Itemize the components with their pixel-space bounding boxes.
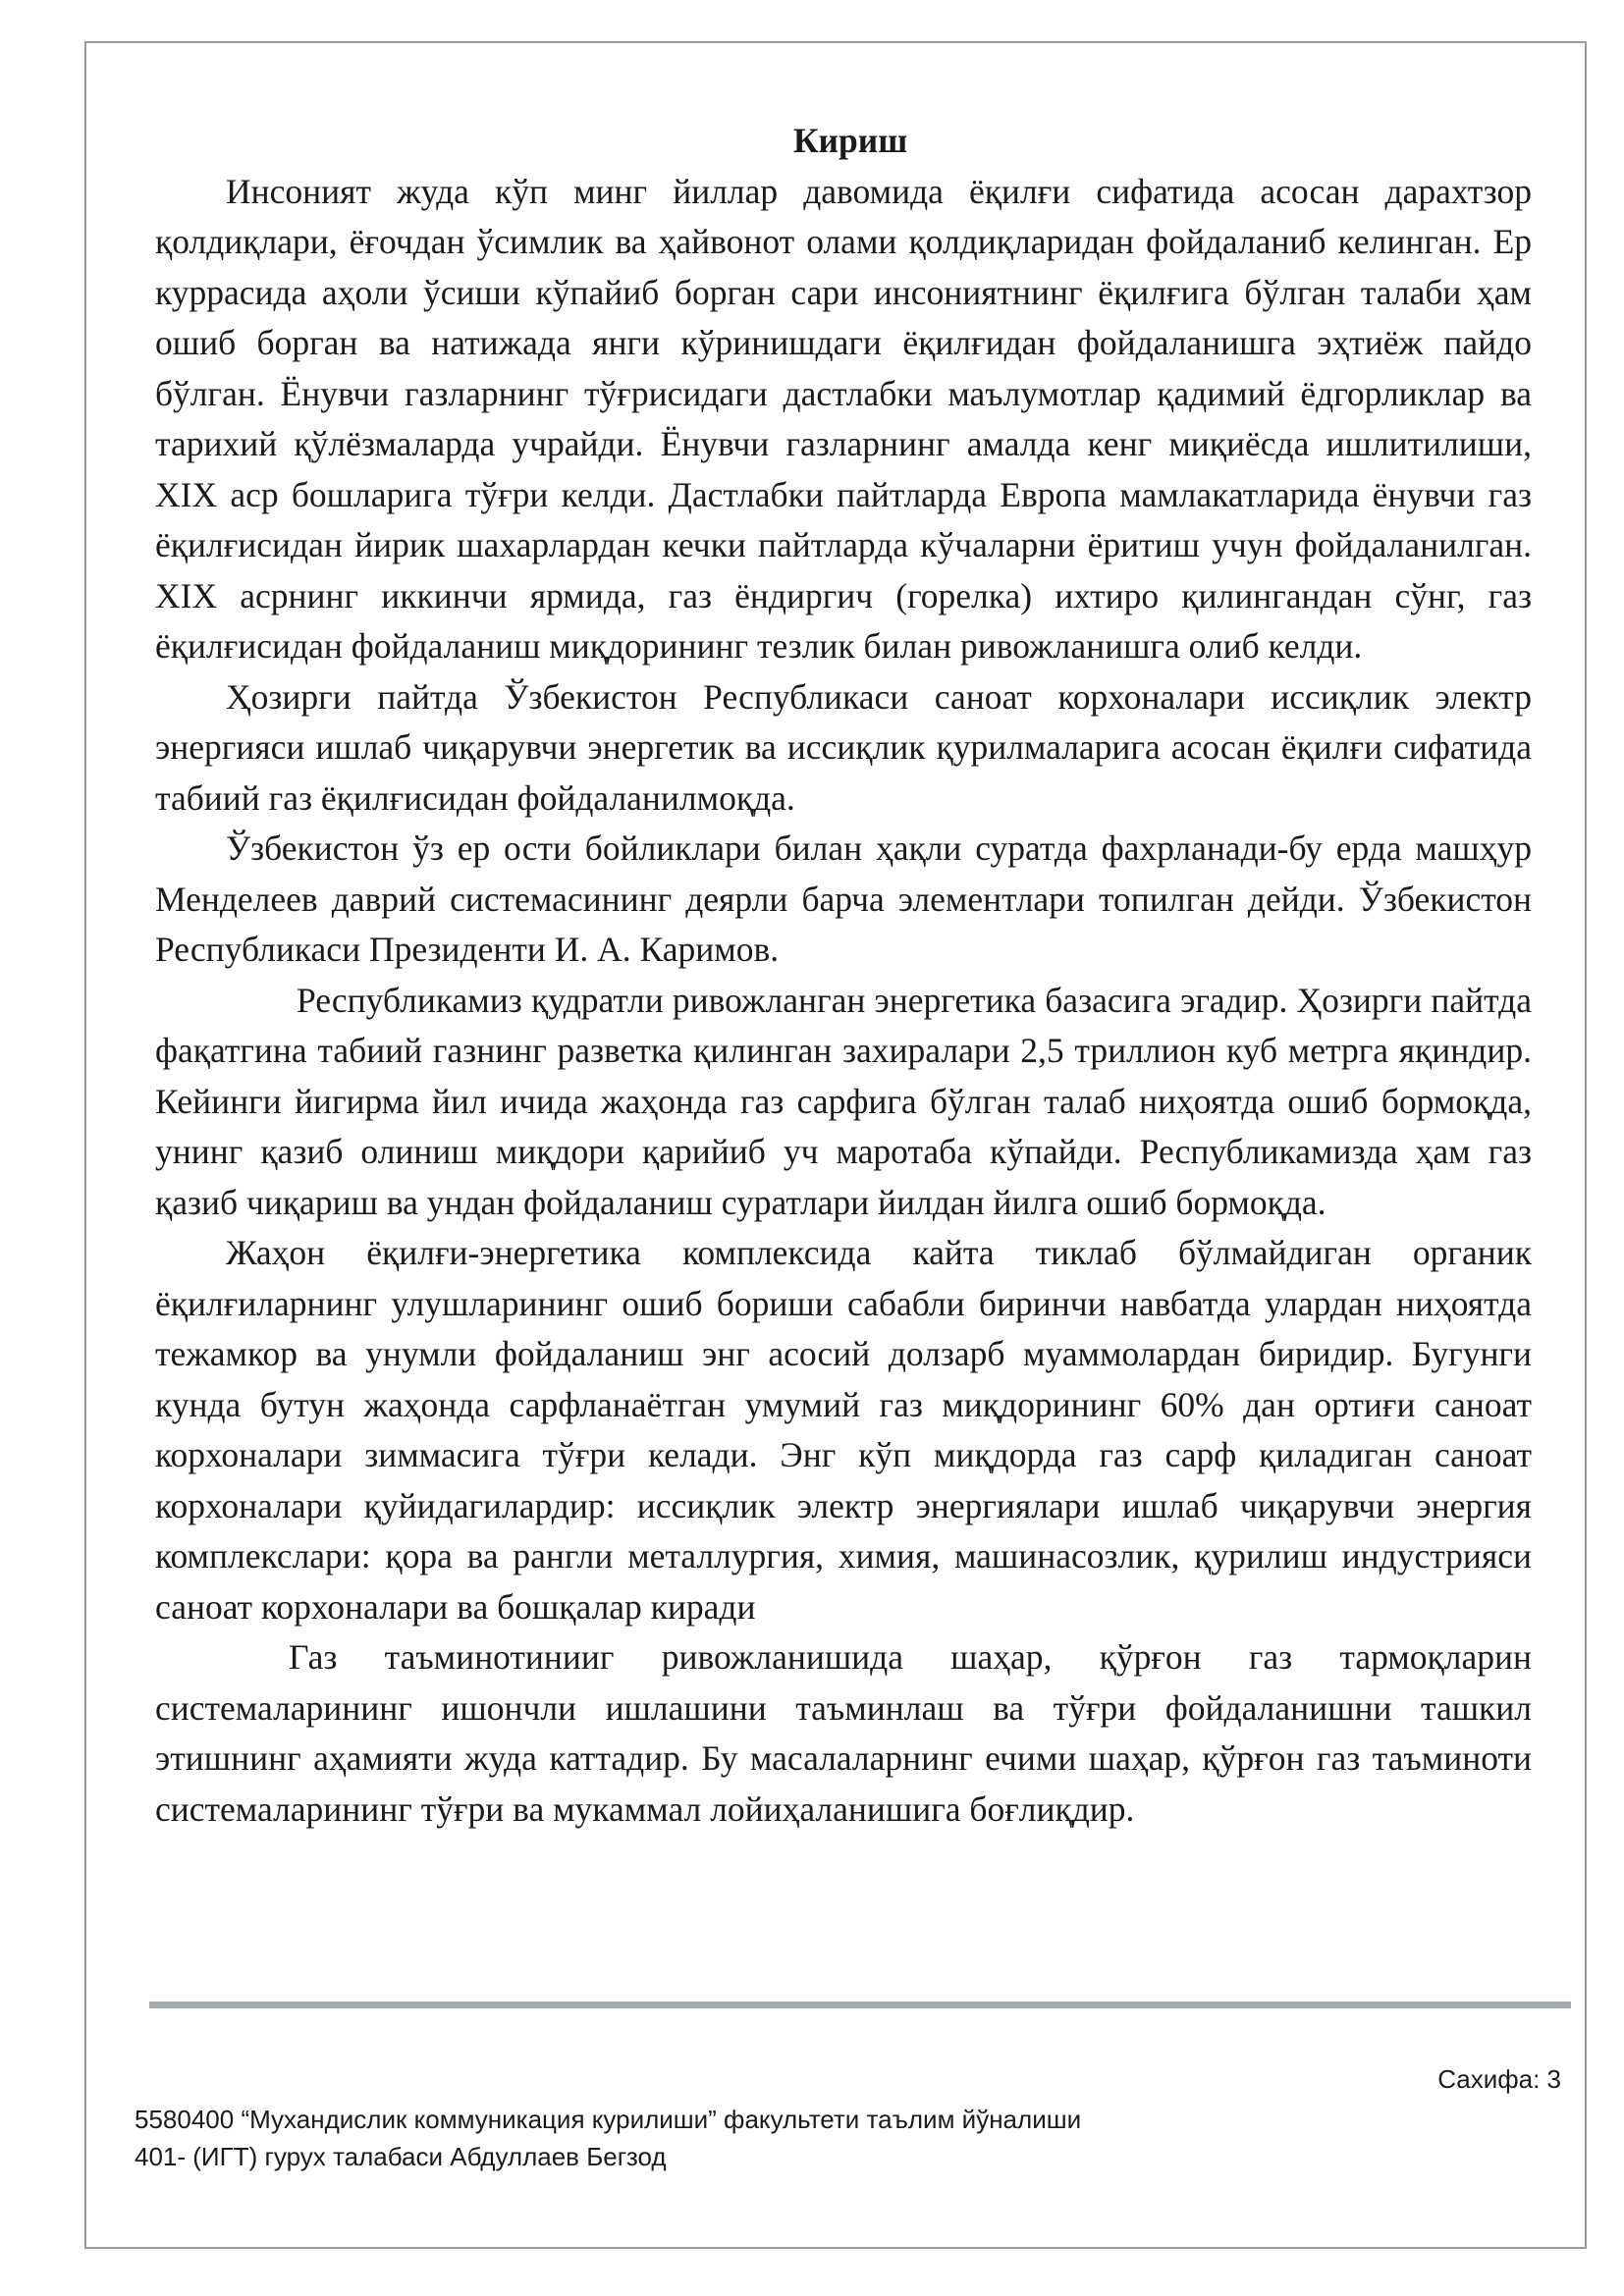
paragraph-1: Инсоният жуда кўп минг йиллар давомида ёқилғи сифатида асосан дарахтзор қолдиқлари, ёғочдан ўсимлик ва ҳайвонот олами қолдиқларидан фойдаланиб келинган. Ер куррасида аҳоли ўсиши кўпайиб борган сари инсониятнинг ёқилғига бўлган талаби ҳам ошиб борган ва натижада янги кўринишдаги ёқилғидан фойдаланишга эҳтиёж пайдо бўлган. Ёнувчи газларнинг тўғрисидаги дастлабки маълумотлар қадимий ёдгорликлар ва тарихий қўлёзмаларда учрайди. Ёнувчи газларнинг амалда кенг миқиёсда ишлитилиши, XIX аср бошларига тўғри келди. Дастлабки пайтларда Европа мамлакатларида ёнувчи газ ёқилғисидан йирик шахарлардан кечки пайтларда кўчаларни ёритиш учун фойдаланилган. XIX асрнинг иккинчи ярмида, газ ёндиргич (горелка) ихтиро қилингандан сўнг, газ ёқилғисидан фойдаланиш миқдорининг тезлик билан ривожланишга олиб келди. — [155, 171, 1532, 666]
document-body — [155, 116, 1532, 1835]
paragraph-5: Жаҳон ёқилғи-энергетика комплексида кайта тиклаб бўлмайдиган органик ёқилғиларнинг улушларининг ошиб бориши сабабли биринчи навбатда улардан ниҳоятда тежамкор ва унумли фойдаланиш энг асосий долзарб муаммолардан биридир. Бугунги кунда бутун жаҳонда сарфланаётган умумий газ миқдорининг 60% дан ортиғи саноат корхоналари зиммасига тўғри келади. Энг кўп миқдорда газ сарф қиладиган саноат корхоналари қуйидагилардир: иссиқлик электр энергиялари ишлаб чиқарувчи энергия комплекслари: қора ва рангли металлургия, химия, машинасозлик, қурилиш индустрияси саноат корхоналари ва бошқалар киради — [155, 1233, 1532, 1627]
paragraph-3: Ўзбекистон ўз ер ости бойликлари билан ҳақли суратда фахрланади-бу ерда машҳур Менделеев даврий системасининг деярли барча элементлари топилган дейди. Ўзбекистон Республикаси Президенти И. А. Каримов. — [155, 828, 1532, 969]
paragraph-6: Газ таъминотинииг ривожланишида шаҳар, қўрғон газ тармоқларин системаларининг ишончли ишлашини таъминлаш ва тўғри фойдаланишни ташкил этишнинг аҳамияти жуда каттадир. Бу масалаларнинг ечими шаҳар, қўрғон газ таъминоти системаларининг тўғри ва мукаммал лойиҳаланишига боғлиқдир. — [155, 1637, 1532, 1829]
footer-faculty-line: 5580400 “Мухандислик коммуникация курилиши” факультети таълим йўналиши — [135, 2105, 1082, 2134]
footer — [135, 2101, 1081, 2175]
page-number: Сахифа: 3 — [1437, 2064, 1561, 2094]
document-title: Кириш — [792, 121, 908, 160]
paragraph-4: Республикамиз қудратли ривожланган энергетика базасига эгадир. Ҳозирги пайтда фақатгина табиий газнинг разветка қилинган захиралари 2,5 триллион куб метрга яқиндир. Кейинги йигирма йил ичида жаҳонда газ сарфига бўлган талаб ниҳоятда ошиб бормоқда, унинг қазиб олиниш миқдори қарийиб уч маротаба кўпайди. Республикамизда ҳам газ қазиб чиқариш ва ундан фойдаланиш суратлари йилдан йилга ошиб бормоқда. — [155, 980, 1532, 1222]
footer-student-line: 401- (ИГТ) гурух талабаси Абдуллаев Бегзод — [135, 2142, 667, 2171]
footer-divider — [149, 2002, 1571, 2008]
paragraph-2: Ҳозирги пайтда Ўзбекистон Республикаси саноат корхоналари иссиқлик электр энергияси ишлаб чиқарувчи энергетик ва иссиқлик қурилмаларига асосан ёқилғи сифатида табиий газ ёқилғисидан фойдаланилмоқда. — [155, 676, 1532, 818]
